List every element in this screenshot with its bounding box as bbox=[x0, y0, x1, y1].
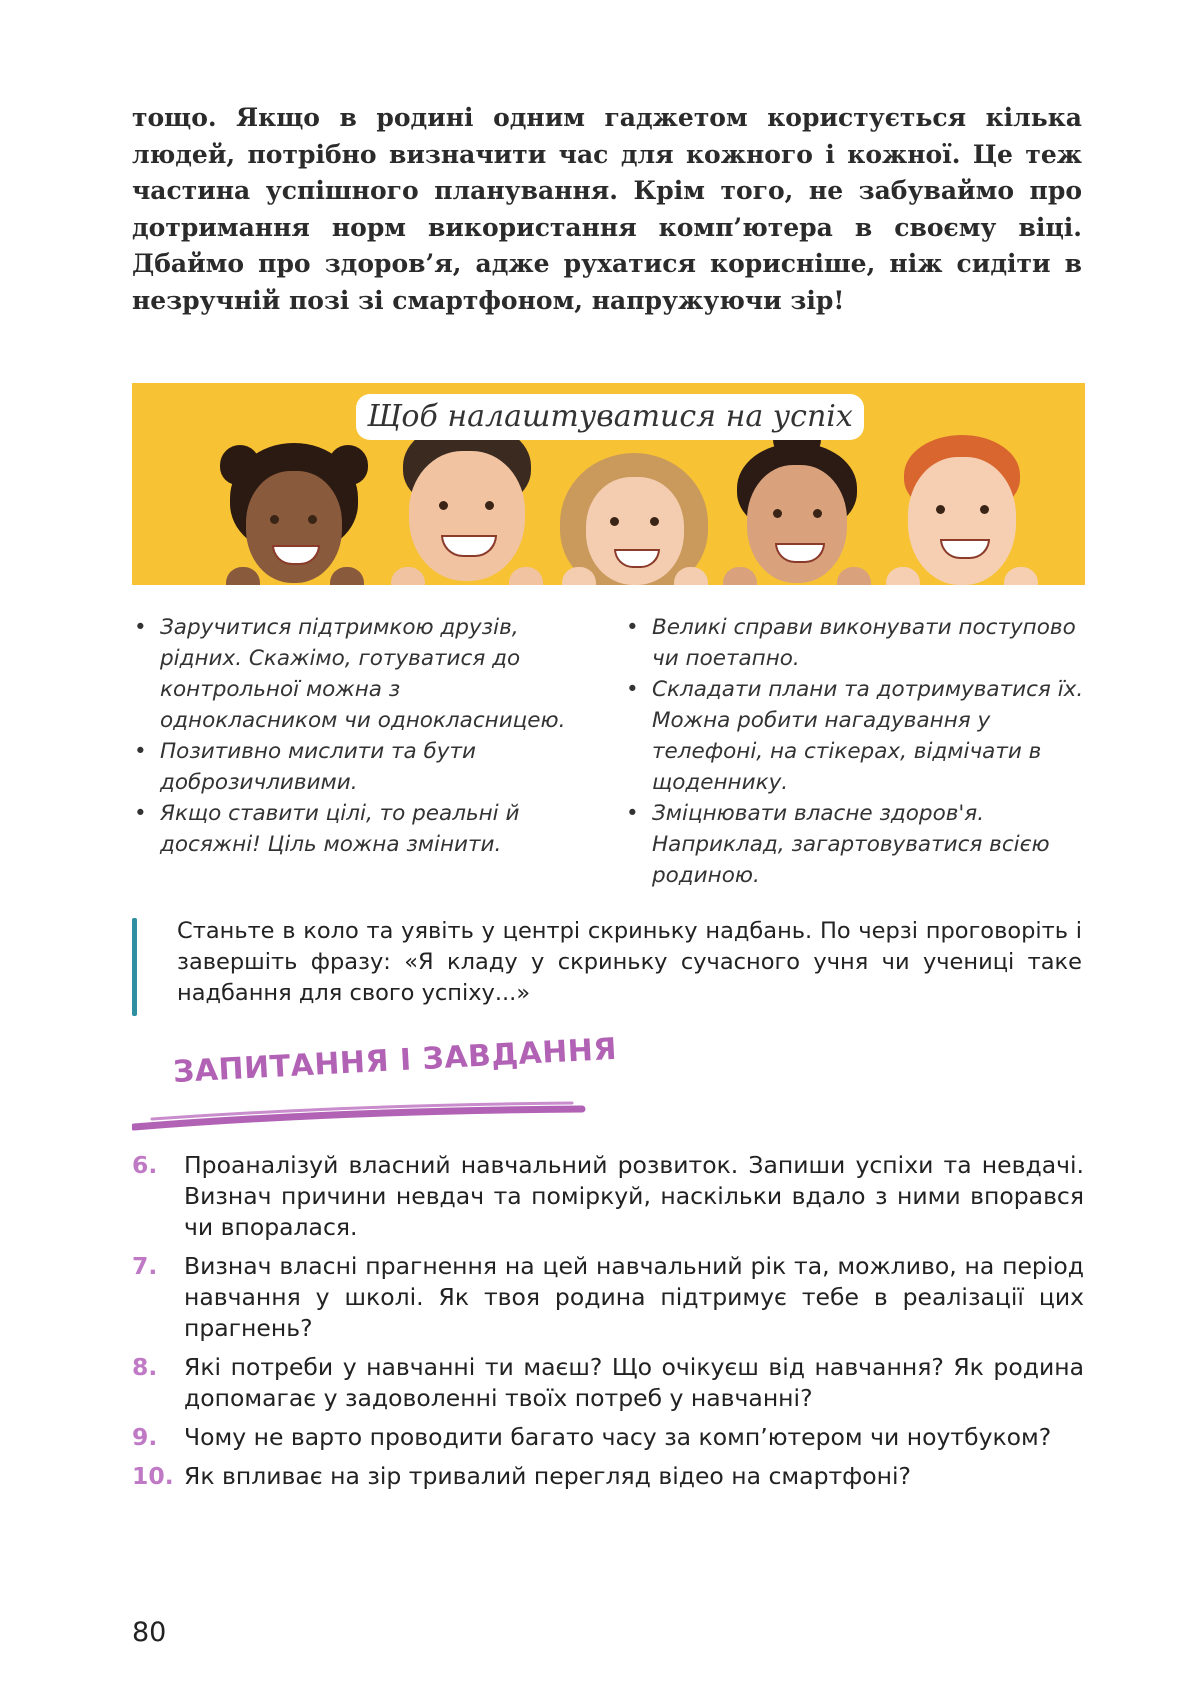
list-item: • Зміцнювати власне здоров'я. Наприклад, загартовуватися всією родиною. bbox=[624, 798, 1086, 891]
tips-list-left bbox=[132, 612, 577, 860]
question-item bbox=[132, 1352, 1084, 1414]
question-number: 10. bbox=[132, 1462, 174, 1490]
questions-list bbox=[132, 1150, 1084, 1500]
activity-box bbox=[132, 918, 1082, 1018]
banner-image bbox=[132, 383, 1085, 593]
question-text: Проаналізуй власний навчальний розвиток. Запиши успіхи та невдачі. Визнач причини невдач та поміркуй, наскільки вдало з ними впорався чи впоралася. bbox=[184, 1151, 1084, 1241]
question-text: Як впливає на зір тривалий перегляд відео на смартфоні? bbox=[184, 1462, 912, 1490]
bullet-icon: • bbox=[134, 739, 147, 764]
child-figure bbox=[220, 443, 370, 593]
bullet-icon: • bbox=[134, 801, 147, 826]
list-item: • Великі справи виконувати поступово чи поетапно. bbox=[624, 612, 1086, 674]
bullet-icon: • bbox=[626, 801, 639, 826]
banner-title: Щоб налаштуватися на успіх bbox=[356, 394, 864, 440]
list-item: • Позитивно мислити та бути доброзичливими. bbox=[132, 736, 577, 798]
question-number: 7. bbox=[132, 1252, 158, 1280]
child-figure bbox=[552, 453, 717, 593]
question-number: 9. bbox=[132, 1423, 158, 1451]
bullet-icon: • bbox=[134, 615, 147, 640]
section-title: ЗАПИТАННЯ І ЗАВДАННЯ bbox=[172, 1031, 618, 1090]
list-item: • Якщо ставити цілі, то реальні й досяжні! Ціль можна змінити. bbox=[132, 798, 577, 860]
section-heading bbox=[132, 1031, 618, 1135]
tips-list-right bbox=[624, 612, 1086, 891]
bullet-icon: • bbox=[626, 615, 639, 640]
list-item: • Заручитися підтримкою друзів, рідних. Скажімо, готуватися до контрольної можна з однокласником чи однокласницею. bbox=[132, 612, 577, 736]
question-text: Визнач власні прагнення на цей навчальний рік та, можливо, на період навчання у школі. Як твоя родина підтримує тебе в реалізації цих прагнень? bbox=[184, 1252, 1084, 1342]
question-text: Чому не варто проводити багато часу за комп’ютером чи ноутбуком? bbox=[184, 1423, 1052, 1451]
child-figure bbox=[717, 413, 877, 593]
question-item bbox=[132, 1251, 1084, 1344]
brush-underline-icon bbox=[132, 1093, 592, 1133]
activity-text: Станьте в коло та уявіть у центрі скриньку надбань. По черзі проговоріть і завершіть фразу: «Я кладу у скриньку сучасного учня чи учениці таке надбання для свого успіху...» bbox=[177, 918, 1082, 1006]
question-item bbox=[132, 1150, 1084, 1243]
child-figure bbox=[882, 435, 1042, 593]
question-item bbox=[132, 1422, 1084, 1453]
activity-accent-bar bbox=[132, 918, 137, 1016]
bullet-icon: • bbox=[626, 677, 639, 702]
question-number: 8. bbox=[132, 1353, 158, 1381]
page-number: 80 bbox=[132, 1617, 167, 1648]
child-figure bbox=[387, 421, 547, 593]
question-number: 6. bbox=[132, 1151, 158, 1179]
intro-paragraph: тощо. Якщо в родині одним гаджетом користується кілька людей, потрібно визначити час для кожного і кожної. Це теж частина успішного планування. Крім того, не забуваймо про дотримання норм використання комп’ютера в своєму віці. Дбаймо про здоров’я, адже рухатися корисніше, ніж сидіти в незручній позі зі смартфоном, напружуючи зір! bbox=[132, 103, 1082, 315]
question-text: Які потреби у навчанні ти маєш? Що очікуєш від навчання? Як родина допомагає у задоволенні твоїх потреб у навчанні? bbox=[184, 1353, 1084, 1412]
question-item bbox=[132, 1461, 1084, 1492]
list-item: • Складати плани та дотримуватися їх. Можна робити нагадування у телефоні, на стікерах, відмічати в щоденнику. bbox=[624, 674, 1086, 798]
